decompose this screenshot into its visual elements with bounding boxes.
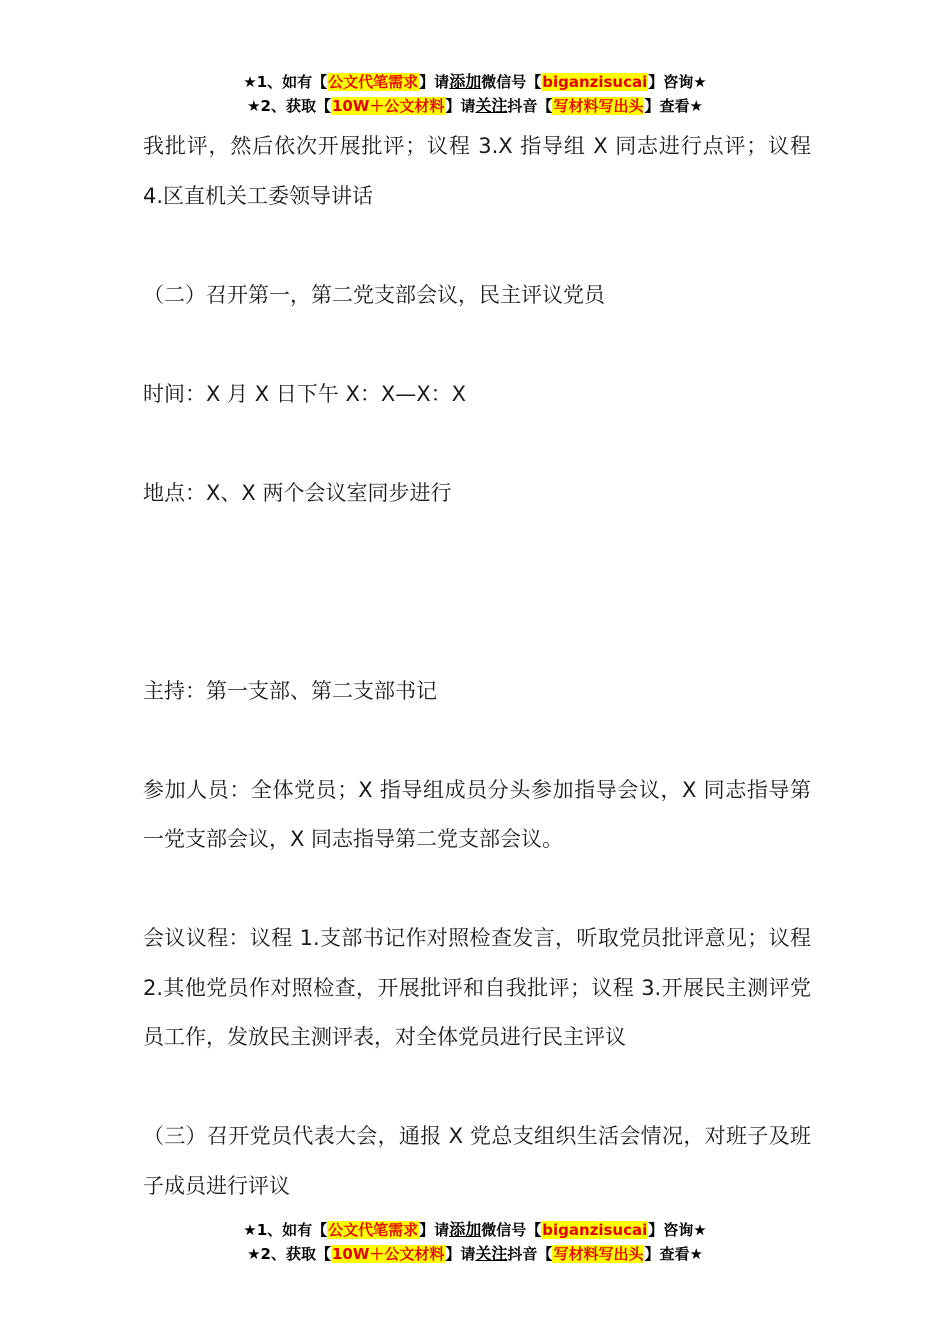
- banner-line-1: [0, 70, 950, 94]
- banner-text: 抖音【: [507, 1245, 553, 1263]
- underlined-follow: 关注: [475, 96, 508, 115]
- highlight-materials: 10W＋公文材料: [331, 97, 445, 115]
- section-heading-3: （三）召开党员代表大会，通报 X 党总支组织生活会情况，对班子及班子成员进行评议: [143, 1124, 811, 1198]
- banner-line-2: [0, 94, 950, 118]
- highlight-wechat-id: biganzisucai: [542, 73, 648, 91]
- underlined-add: 添加: [449, 1220, 482, 1239]
- paragraph-host: 主持：第一支部、第二支部书记: [143, 678, 437, 703]
- underlined-follow: 关注: [475, 1244, 508, 1263]
- paragraph-time: 时间：X 月 X 日下午 X：X—X：X: [143, 381, 467, 406]
- banner-line-2: [0, 1242, 950, 1266]
- paragraph-agenda-continued: 我批评，然后依次开展批评；议程 3.X 指导组 X 同志进行点评；议程 4.区直机关工委领导讲话: [143, 134, 811, 208]
- banner-text: ★1、如有【: [243, 73, 328, 91]
- banner-text: 】查看★: [644, 1245, 703, 1263]
- paragraph-meeting-agenda: 会议议程：议程 1.支部书记作对照检查发言，听取党员批评意见；议程 2.其他党员作对照检查，开展批评和自我批评；议程 3.开展民主测评党员工作，发放民主测评表，对全体党员进行民主评议: [143, 926, 811, 1049]
- document-body: [143, 122, 811, 1211]
- banner-line-1: [0, 1218, 950, 1242]
- banner-text: 】咨询★: [648, 1221, 707, 1239]
- banner-text: 】查看★: [644, 97, 703, 115]
- highlight-service: 公文代笔需求: [328, 73, 419, 91]
- paragraph-participants: 参加人员：全体党员；X 指导组成员分头参加指导会议，X 同志指导第一党支部会议，X 同志指导第二党支部会议。: [143, 777, 811, 851]
- section-heading-2: （二）召开第一，第二党支部会议，民主评议党员: [143, 282, 605, 307]
- banner-text: 】请: [445, 97, 476, 115]
- banner-text: ★1、如有【: [243, 1221, 328, 1239]
- highlight-service: 公文代笔需求: [328, 1221, 419, 1239]
- banner-text: 】请: [445, 1245, 476, 1263]
- banner-text: 】咨询★: [648, 73, 707, 91]
- banner-text: 微信号【: [481, 73, 542, 91]
- banner-text: ★2、获取【: [247, 1245, 331, 1263]
- footer-banner: [0, 1218, 950, 1266]
- banner-text: 】请: [419, 1221, 450, 1239]
- banner-text: 微信号【: [481, 1221, 542, 1239]
- highlight-douyin-account: 写材料写出头: [553, 1245, 644, 1263]
- banner-text: ★2、获取【: [247, 97, 331, 115]
- header-banner: [0, 70, 950, 118]
- highlight-douyin-account: 写材料写出头: [553, 97, 644, 115]
- banner-text: 抖音【: [507, 97, 553, 115]
- underlined-add: 添加: [449, 72, 482, 91]
- banner-text: 】请: [419, 73, 450, 91]
- highlight-materials: 10W＋公文材料: [331, 1245, 445, 1263]
- paragraph-location: 地点：X、X 两个会议室同步进行: [143, 480, 452, 505]
- highlight-wechat-id: biganzisucai: [542, 1221, 648, 1239]
